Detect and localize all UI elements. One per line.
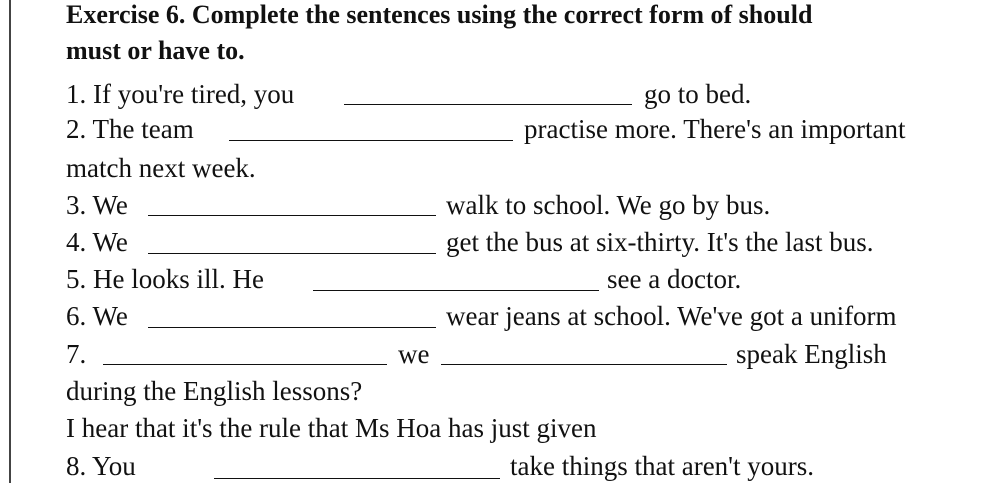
answer-blank-1[interactable] — [344, 104, 632, 105]
sentence-3-start: 3. We — [66, 190, 128, 220]
answer-blank-4[interactable] — [148, 253, 436, 254]
answer-blank-7b[interactable] — [441, 364, 727, 365]
sentence-8-end: take things that aren't yours. — [510, 451, 815, 481]
left-margin-rule — [9, 0, 11, 483]
sentence-7-continuation: during the English lessons? — [66, 376, 363, 406]
answer-blank-6[interactable] — [148, 327, 436, 328]
note-line: I hear that it's the rule that Ms Hoa has just given — [66, 413, 597, 443]
sentence-7-number: 7. — [66, 339, 87, 369]
sentence-1-start: 1. If you're tired, you — [66, 79, 295, 109]
answer-blank-5[interactable] — [313, 290, 599, 291]
sentence-2-continuation: match next week. — [66, 153, 256, 183]
exercise-title-line1: Exercise 6. Complete the sentences using the correct form of should — [66, 0, 813, 29]
exercise-title-line2: must or have to. — [66, 36, 245, 65]
sentence-3-end: walk to school. We go by bus. — [446, 190, 771, 220]
sentence-8-start: 8. You — [66, 451, 136, 481]
sentence-4-end: get the bus at six-thirty. It's the last bus. — [446, 227, 874, 257]
sentence-6-end: wear jeans at school. We've got a uniform — [446, 301, 897, 331]
answer-blank-2[interactable] — [229, 140, 513, 141]
sentence-2-end: practise more. There's an important — [524, 114, 906, 144]
answer-blank-8[interactable] — [214, 478, 500, 479]
answer-blank-3[interactable] — [148, 215, 436, 216]
sentence-5-start: 5. He looks ill. He — [66, 264, 264, 294]
sentence-6-start: 6. We — [66, 301, 128, 331]
sentence-1-end: go to bed. — [644, 79, 752, 109]
sentence-5-end: see a doctor. — [607, 264, 742, 294]
sentence-4-start: 4. We — [66, 227, 128, 257]
sentence-7-end: speak English — [736, 339, 887, 369]
answer-blank-7a[interactable] — [103, 364, 387, 365]
sentence-2-start: 2. The team — [66, 114, 194, 144]
sentence-7-middle: we — [398, 339, 430, 369]
